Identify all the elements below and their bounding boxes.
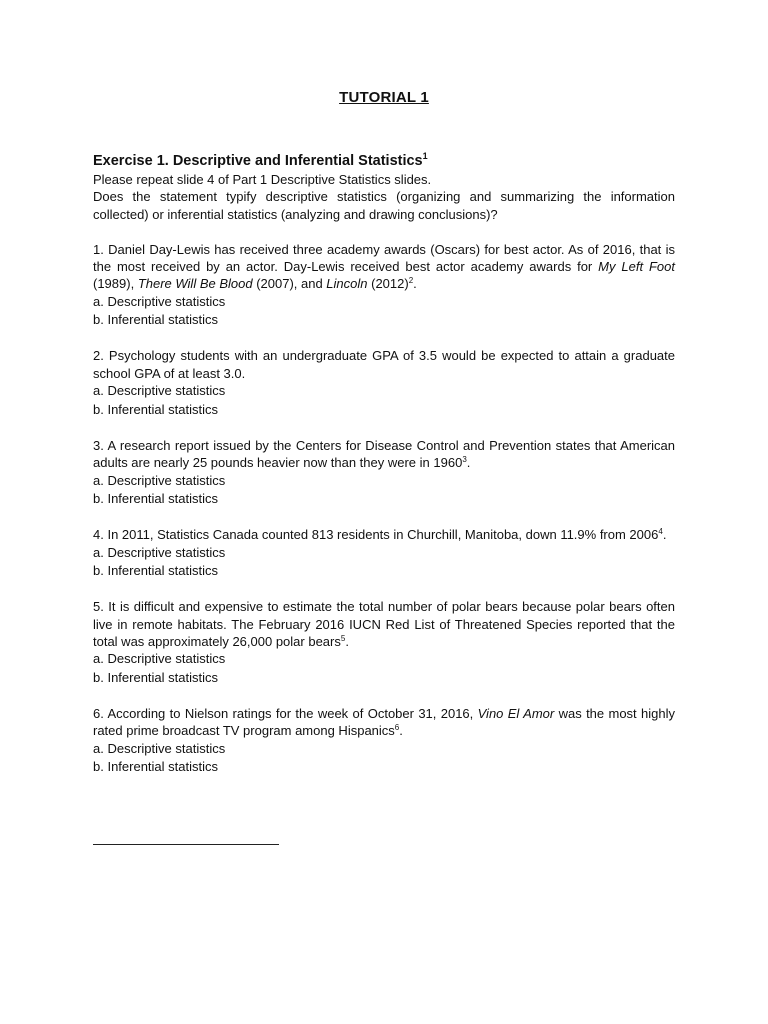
question-text [93, 705, 675, 740]
footnote-ref: 3 [462, 455, 467, 465]
question-text [93, 526, 675, 543]
exercise-instructions: Does the statement typify descriptive statistics (organizing and summarizing the information collected) or inferential statistics (analyzing and drawing conclusions)? [93, 189, 675, 222]
question-text-part: . [345, 633, 349, 649]
film-title: My Left Foot [598, 259, 675, 275]
option-b: b. Inferential statistics [93, 312, 218, 328]
question-text-part: 5. It is difficult and expensive to estimate the total number of polar bears because polar bears often live in remote habitats. The February 2016 IUCN Red List of Threatened Species reported that the total was approximately 26,000 polar bears [93, 599, 675, 649]
question-6 [93, 705, 675, 777]
film-title: Lincoln [326, 276, 368, 292]
option-a: a. Descriptive statistics [93, 740, 226, 756]
option-b: b. Inferential statistics [93, 759, 218, 775]
question-text: 2. Psychology students with an undergraduate GPA of 3.5 would be expected to attain a graduate school GPA of at least 3.0. [93, 348, 675, 381]
option-a: a. Descriptive statistics [93, 651, 226, 667]
question-text-part: . [662, 527, 667, 543]
question-text [93, 437, 675, 472]
question-5 [93, 598, 675, 687]
option-a: a. Descriptive statistics [93, 383, 226, 399]
question-text-part: . [399, 723, 403, 739]
page-title: TUTORIAL 1 [339, 89, 429, 106]
footnote-ref: 1 [422, 151, 428, 161]
question-text-part: (2012) [367, 276, 409, 292]
footnote-ref: 6 [394, 723, 400, 733]
question-text-part: (2007), and [252, 276, 327, 292]
question-1 [93, 241, 675, 330]
question-text [93, 241, 675, 293]
question-text-part: was the most highly rated prime broadcast TV program among Hispanics [93, 705, 675, 739]
question-2 [93, 347, 675, 419]
exercise-intro: Please repeat slide 4 of Part 1 Descriptive Statistics slides. [93, 172, 432, 187]
exercise-heading [93, 151, 675, 171]
option-a: a. Descriptive statistics [93, 293, 226, 309]
question-text [93, 598, 675, 650]
footnote-ref: 5 [340, 633, 346, 643]
exercise-heading-text: Exercise 1. Descriptive and Inferential Statistics [93, 153, 423, 169]
footnote-ref: 2 [408, 276, 414, 286]
question-text-part: . [413, 276, 417, 292]
question-text-part: 1. Daniel Day-Lewis has received three academy awards (Oscars) for best actor. As of 2016, that is the most received by an actor. Day-Lewis received best actor academy awards for [93, 241, 675, 275]
question-text-part: . [466, 455, 471, 471]
question-3 [93, 437, 675, 509]
option-b: b. Inferential statistics [93, 401, 218, 417]
option-b: b. Inferential statistics [93, 669, 218, 685]
footnote-separator [93, 844, 279, 845]
question-text-part: 3. A research report issued by the Centers for Disease Control and Prevention states that American adults are nearly 25 pounds heavier now than they were in 1960 [93, 437, 675, 471]
question-text-part: (1989), [93, 276, 138, 292]
option-b: b. Inferential statistics [93, 491, 218, 507]
program-title: Vino El Amor [477, 705, 555, 721]
question-4 [93, 526, 675, 581]
question-text-part: 4. In 2011, Statistics Canada counted 813 residents in Churchill, Manitoba, down 11.9% from 2006 [93, 527, 659, 543]
question-text-part: 6. According to Nielson ratings for the week of October 31, 2016, [93, 705, 478, 721]
film-title: There Will Be Blood [137, 276, 253, 292]
option-a: a. Descriptive statistics [93, 544, 226, 560]
footnote-ref: 4 [658, 527, 663, 537]
option-b: b. Inferential statistics [93, 563, 218, 579]
option-a: a. Descriptive statistics [93, 472, 226, 488]
document-body [93, 151, 675, 777]
